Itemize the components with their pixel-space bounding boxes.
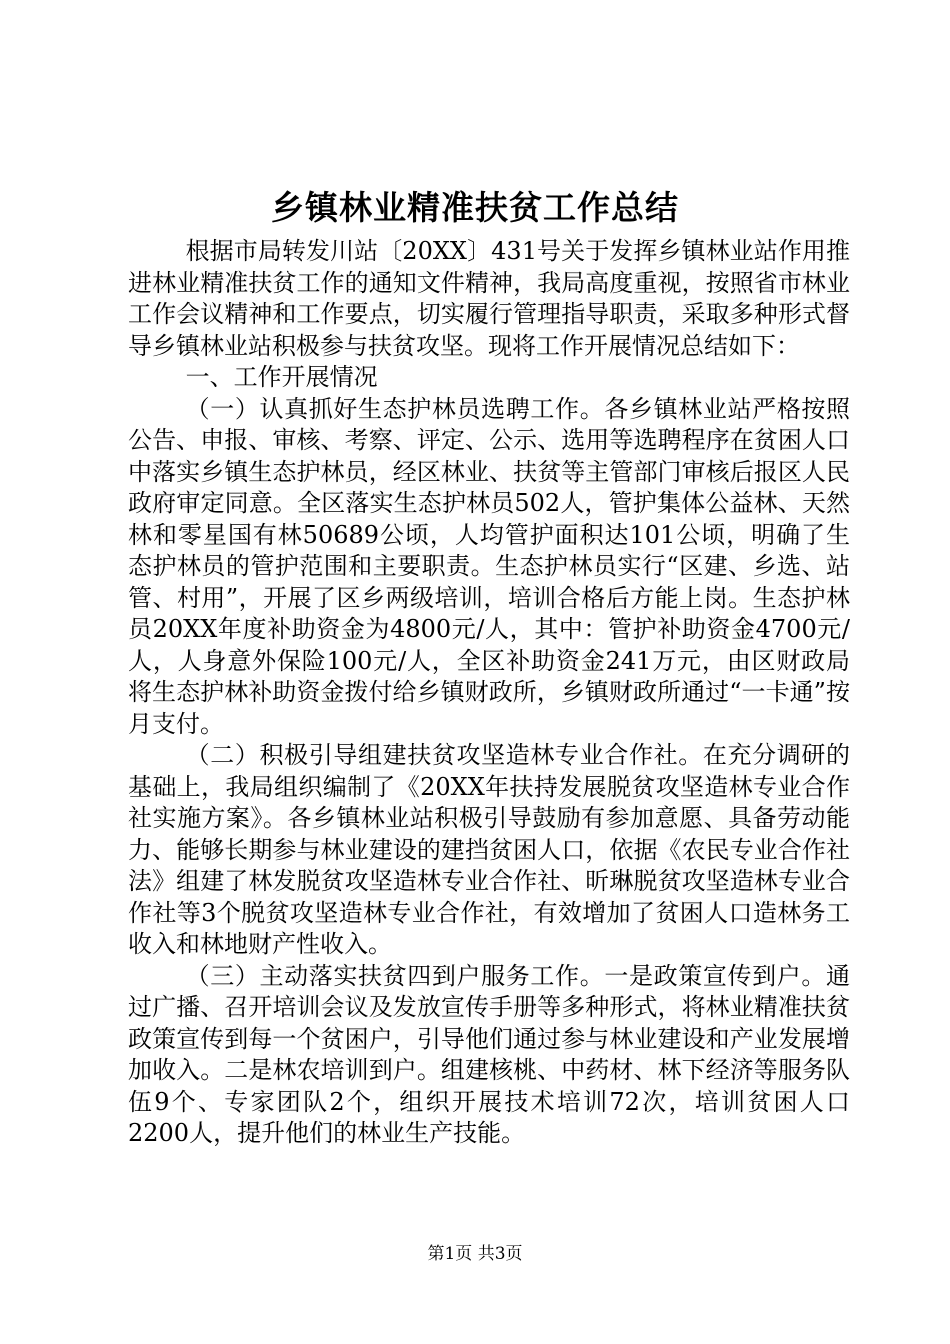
paragraph-intro: 根据市局转发川站〔20XX〕431号关于发挥乡镇林业站作用推进林业精准扶贫工作的通知文件精神，我局高度重视，按照省市林业工作会议精神和工作要点，切实履行管理指导职责，采取多种形式督导乡镇林业站积极参与扶贫攻坚。现将工作开展情况总结如下： <box>128 237 850 360</box>
page-number-footer: 第1页 共3页 <box>427 1244 523 1264</box>
document-title: 乡镇林业精准扶贫工作总结 <box>271 188 679 227</box>
section-heading: 一、工作开展情况 <box>185 363 378 391</box>
paragraph-item-1: （一）认真抓好生态护林员选聘工作。各乡镇林业站严格按照公告、申报、审核、考察、评定、公示、选用等选聘程序在贫困人口中落实乡镇生态护林员，经区林业、扶贫等主管部门审核后报区人民政府审定同意。全区落实生态护林员502人，管护集体公益林、天然林和零星国有林50689公顷，人均管护面积达101公顷，明确了生态护林员的管护范围和主要职责。生态护林员实行“区建、乡选、站管、村用”，开展了区乡两级培训，培训合格后方能上岗。生态护林员20XX年度补助资金为4800元/人，其中：管护补助资金4700元/人，人身意外保险100元/人，全区补助资金241万元，由区财政局将生态护林补助资金拨付给乡镇财政所，乡镇财政所通过“一卡通”按月支付。 <box>128 394 850 738</box>
document-body <box>128 236 850 1150</box>
paragraph-item-3: （三）主动落实扶贫四到户服务工作。一是政策宣传到户。通过广播、召开培训会议及发放宣传手册等多种形式，将林业精准扶贫政策宣传到每一个贫困户，引导他们通过参与林业建设和产业发展增加收入。二是林农培训到户。组建核桃、中药材、林下经济等服务队伍9个、专家团队2个，组织开展技术培训72次，培训贫困人口2200人，提升他们的林业生产技能。 <box>128 961 850 1147</box>
paragraph-item-2: （二）积极引导组建扶贫攻坚造林专业合作社。在充分调研的基础上，我局组织编制了《20XX年扶持发展脱贫攻坚造林专业合作社实施方案》。各乡镇林业站积极引导鼓励有参加意愿、具备劳动能力、能够长期参与林业建设的建挡贫困人口，依据《农民专业合作社法》组建了林发脱贫攻坚造林专业合作社、昕琳脱贫攻坚造林专业合作社等3个脱贫攻坚造林专业合作社，有效增加了贫困人口造林务工收入和林地财产性收入。 <box>128 741 850 958</box>
